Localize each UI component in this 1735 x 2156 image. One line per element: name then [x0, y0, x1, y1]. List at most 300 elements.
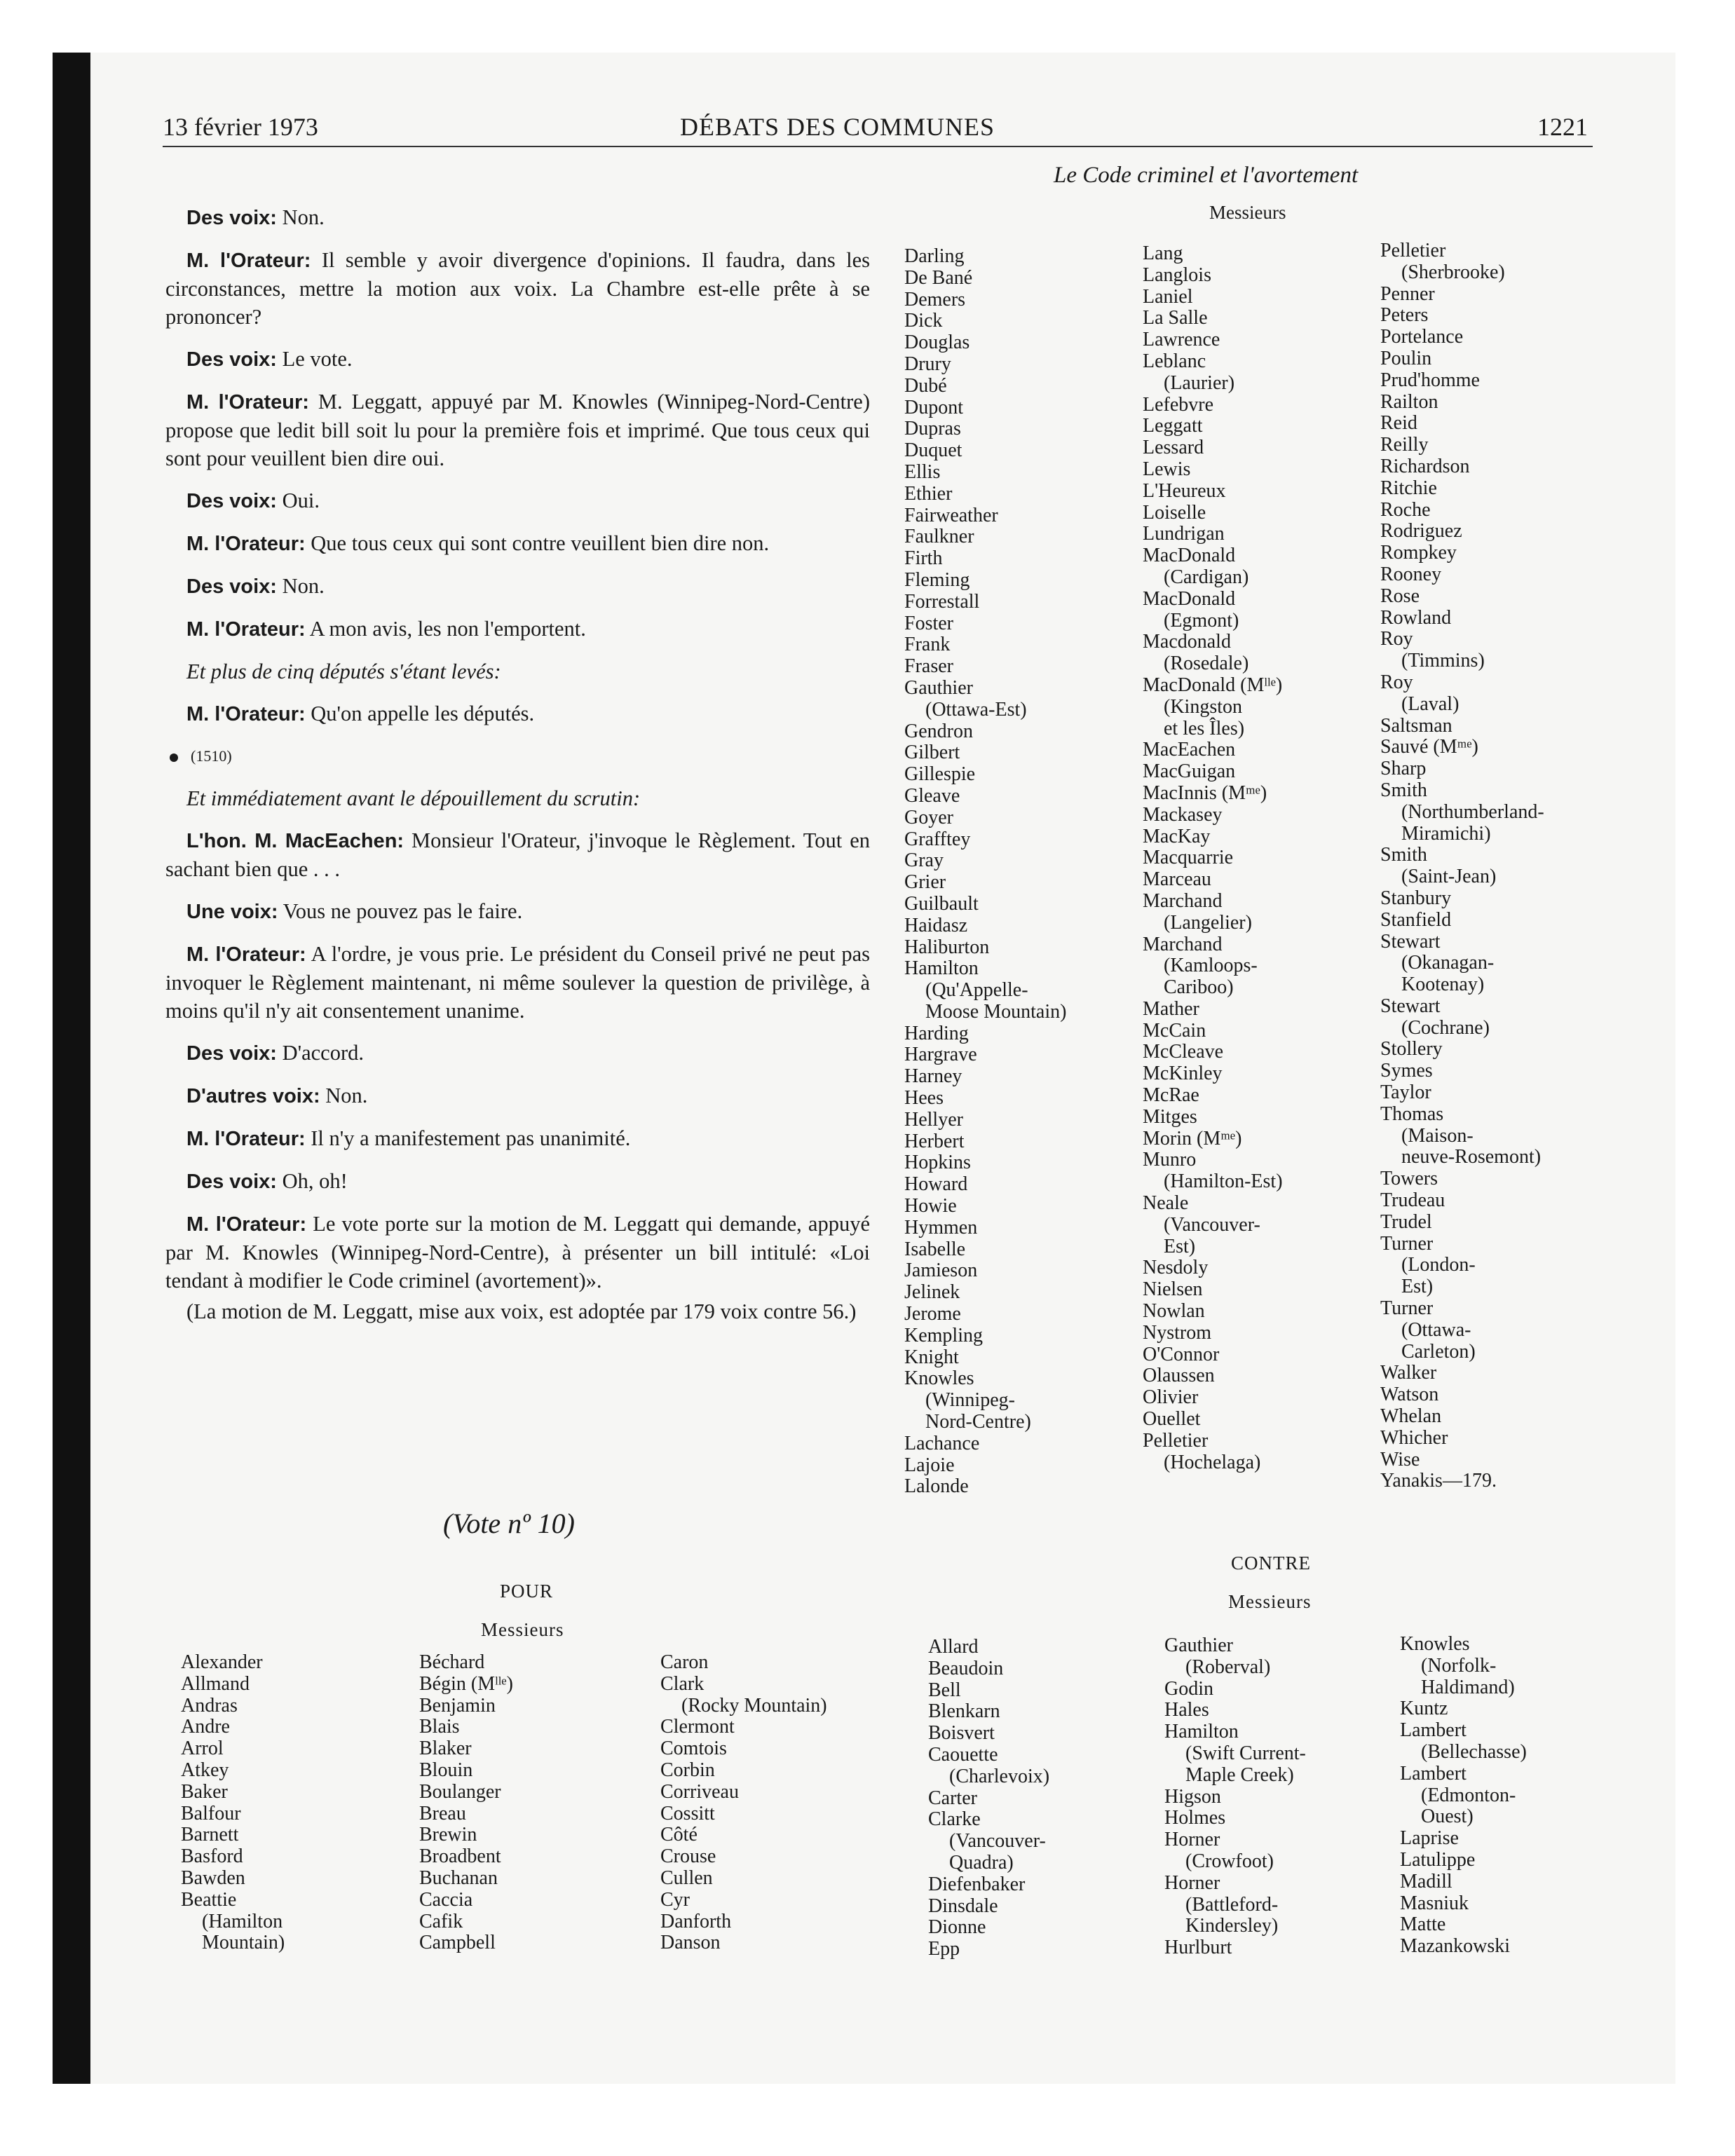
speech-text: Non.	[320, 1084, 368, 1107]
member-name: Turner	[1380, 1297, 1434, 1320]
member-riding: Cariboo)	[1164, 976, 1234, 999]
member-name: Cullen	[660, 1867, 713, 1889]
member-name: Herbert	[904, 1130, 965, 1152]
member-name: McCleave	[1143, 1041, 1224, 1063]
member-name: Atkey	[181, 1759, 229, 1781]
member-name: Jamieson	[904, 1260, 978, 1282]
member-name: Hees	[904, 1087, 944, 1110]
member-name: Watson	[1380, 1384, 1439, 1406]
member-name: Macquarrie	[1143, 847, 1234, 869]
member-name: Béchard	[419, 1651, 485, 1673]
member-name: Richardson	[1380, 455, 1470, 477]
member-name: McRae	[1143, 1084, 1199, 1107]
member-name: MacDonald (Mˡˡᵉ)	[1143, 674, 1283, 696]
speaker-label: L'hon. M. MacEachen:	[186, 830, 404, 852]
member-name: Campbell	[419, 1932, 496, 1954]
member-riding: Haldimand)	[1421, 1676, 1515, 1698]
member-name: Bawden	[181, 1867, 245, 1889]
member-name: Duquet	[904, 439, 962, 462]
member-name: Leggatt	[1143, 415, 1203, 437]
member-name: Hellyer	[904, 1108, 963, 1131]
member-riding: (Kamloops-	[1164, 955, 1258, 977]
debate-paragraph	[165, 529, 870, 558]
member-name: Matte	[1400, 1913, 1446, 1936]
member-name: Crouse	[660, 1845, 716, 1868]
member-riding: Moose Mountain)	[925, 1000, 1067, 1023]
member-name: Lang	[1143, 243, 1183, 264]
member-name: Marceau	[1143, 868, 1211, 891]
member-name: Baker	[181, 1780, 228, 1803]
member-riding: (Battleford-	[1185, 1893, 1279, 1916]
member-name: Boulanger	[419, 1780, 501, 1803]
member-name: Blais	[419, 1716, 460, 1738]
member-name: Holmes	[1164, 1807, 1226, 1829]
member-name: Kempling	[904, 1324, 983, 1346]
debate-paragraph	[165, 940, 870, 1025]
member-riding: (Winnipeg-	[925, 1389, 1015, 1412]
member-name: Kuntz	[1400, 1698, 1448, 1720]
member-name: Penner	[1380, 282, 1435, 305]
member-name: Taylor	[1380, 1082, 1431, 1104]
member-name: Isabelle	[904, 1238, 966, 1260]
speech-text: A mon avis, les non l'emportent.	[305, 617, 586, 641]
member-name: Thomas	[1380, 1103, 1444, 1125]
debate-paragraph	[165, 1167, 870, 1196]
member-riding: Kootenay)	[1401, 974, 1485, 996]
member-name: Sauvé (Mᵐᵉ)	[1380, 736, 1478, 758]
member-riding: (Ottawa-	[1401, 1318, 1471, 1341]
contre-names-col-1	[928, 1637, 1049, 1960]
speech-text: D'accord.	[276, 1041, 364, 1065]
debate-paragraph	[165, 826, 870, 883]
member-name: Hamilton	[1164, 1721, 1239, 1743]
member-riding: Ouest)	[1421, 1806, 1474, 1828]
member-name: Lessard	[1143, 437, 1204, 459]
member-riding: (Saint-Jean)	[1401, 866, 1497, 888]
member-name: Bell	[928, 1679, 961, 1701]
member-name: Brewin	[419, 1824, 477, 1846]
member-name: Nielsen	[1143, 1278, 1203, 1301]
member-name: Cossitt	[660, 1802, 715, 1824]
member-name: Pelletier	[1143, 1429, 1209, 1452]
member-name: Trudel	[1380, 1210, 1432, 1233]
topic-title: Le Code criminel et l'avortement	[1054, 163, 1359, 188]
member-name: Goyer	[904, 806, 953, 828]
member-name: Horner	[1164, 1871, 1220, 1894]
debate-paragraph	[165, 1082, 870, 1110]
member-name: Mackasey	[1143, 803, 1223, 826]
member-name: Ouellet	[1143, 1408, 1201, 1431]
header-title: DÉBATS DES COMMUNES	[680, 113, 995, 141]
member-name: Munro	[1143, 1149, 1197, 1171]
member-name: Yanakis—179.	[1380, 1470, 1497, 1492]
member-name: Lefebvre	[1143, 393, 1214, 416]
member-name: Cyr	[660, 1888, 690, 1911]
member-name: Roy	[1380, 671, 1413, 693]
member-name: Walker	[1380, 1362, 1437, 1384]
speaker-label: Une voix:	[186, 901, 278, 923]
member-name: Leblanc	[1143, 350, 1206, 372]
header-rule	[163, 146, 1593, 147]
member-name: Fairweather	[904, 504, 998, 526]
member-name: Lambert	[1400, 1762, 1467, 1785]
member-name: Mather	[1143, 997, 1199, 1020]
member-name: Corriveau	[660, 1780, 739, 1803]
member-name: Wise	[1380, 1448, 1420, 1471]
member-name: Roy	[1380, 628, 1413, 650]
member-name: Nowlan	[1143, 1300, 1205, 1323]
member-name: Whelan	[1380, 1405, 1442, 1428]
member-name: Lewis	[1143, 458, 1191, 480]
member-riding: (Roberval)	[1185, 1656, 1271, 1678]
member-name: Jerome	[904, 1303, 961, 1325]
member-name: L'Heureux	[1143, 479, 1226, 502]
member-name: MacInnis (Mᵐᵉ)	[1143, 782, 1267, 804]
member-name: Marchand	[1143, 889, 1223, 912]
member-riding: Maple Creek)	[1185, 1763, 1294, 1786]
member-name: Symes	[1380, 1060, 1433, 1082]
member-name: Rose	[1380, 585, 1420, 607]
debate-paragraph	[165, 345, 870, 374]
member-name: Drury	[904, 353, 951, 375]
member-name: Danson	[660, 1932, 721, 1954]
member-riding: (Charlevoix)	[949, 1765, 1050, 1787]
speech-text: A l'ordre, je vous prie. Le président du Conseil privé ne peut pas invoquer le Règlement maintenant, ni même soulever la question de privilège, à moins qu'il n'y ait consentement unanime.	[165, 942, 870, 1023]
member-name: Dubé	[904, 374, 947, 397]
speech-text: Vous ne pouvez pas le faire.	[278, 899, 523, 923]
member-name: Epp	[928, 1938, 960, 1960]
member-name: Lajoie	[904, 1454, 955, 1476]
member-name: Dupras	[904, 418, 961, 440]
member-name: MacDonald	[1143, 545, 1236, 567]
member-name: Prud'homme	[1380, 369, 1480, 391]
member-name: Harney	[904, 1065, 962, 1088]
member-riding: Miramichi)	[1401, 822, 1491, 845]
speaker-label: M. l'Orateur:	[186, 618, 306, 641]
member-name: Allard	[928, 1636, 979, 1658]
member-name: Nesdoly	[1143, 1257, 1209, 1279]
member-riding: (Ottawa-Est)	[925, 698, 1027, 721]
member-name: Masniuk	[1400, 1892, 1469, 1914]
speech-text: Le vote porte sur la motion de M. Leggatt qui demande, appuyé par M. Knowles (Winnipeg-Nord-Centre), à présenter un bill intitulé: «Loi tendant à modifier le Code criminel (avortement)».	[165, 1212, 870, 1292]
speech-text: Que tous ceux qui sont contre veuillent bien dire non.	[305, 531, 770, 555]
member-name: Grafftey	[904, 828, 971, 850]
speaker-label: D'autres voix:	[186, 1085, 320, 1107]
contre-names-col-2	[1164, 1635, 1306, 1959]
member-name: Fraser	[904, 655, 953, 678]
member-name: Stollery	[1380, 1038, 1443, 1060]
member-name: Comtois	[660, 1738, 727, 1760]
speaker-label: M. l'Orateur:	[186, 943, 306, 966]
vote-title: (Vote nº 10)	[443, 1508, 575, 1539]
contre-names-col-3	[1400, 1634, 1527, 1958]
member-name: MacDonald	[1143, 587, 1236, 610]
member-riding: (Rosedale)	[1164, 653, 1249, 675]
member-name: Gleave	[904, 784, 960, 807]
member-riding: (Laval)	[1401, 692, 1460, 715]
debate-paragraph	[165, 246, 870, 331]
member-name: Lawrence	[1143, 329, 1220, 351]
member-name: Ritchie	[1380, 477, 1437, 499]
member-name: Gendron	[904, 720, 973, 742]
member-name: Morin (Mᵐᵉ)	[1143, 1127, 1242, 1149]
speaker-label: Des voix:	[186, 575, 277, 598]
member-name: Dinsdale	[928, 1895, 998, 1917]
pour-heading: POUR	[500, 1581, 554, 1602]
member-riding: Est)	[1401, 1276, 1434, 1298]
member-name: De Bané	[904, 266, 973, 289]
member-name: Blenkarn	[928, 1700, 1000, 1723]
member-name: MacKay	[1143, 825, 1211, 847]
member-riding: (Sherbrooke)	[1401, 261, 1505, 283]
member-name: Latulippe	[1400, 1848, 1476, 1871]
member-name: Grier	[904, 871, 946, 894]
debate-transcript	[165, 203, 870, 1339]
member-name: Laniel	[1143, 285, 1193, 308]
member-name: Faulkner	[904, 526, 974, 548]
member-name: Macdonald	[1143, 631, 1231, 653]
debate-paragraph	[165, 388, 870, 472]
debate-paragraph	[165, 700, 870, 728]
member-name: Gilbert	[904, 742, 960, 764]
member-name: Ellis	[904, 460, 941, 483]
member-name: Stanfield	[1380, 908, 1452, 931]
pour-names-col-3	[660, 1652, 827, 1954]
member-riding: (Vancouver-	[949, 1830, 1046, 1853]
member-name: Caouette	[928, 1743, 998, 1766]
member-riding: Quadra)	[949, 1851, 1014, 1874]
member-name: Foster	[904, 612, 953, 634]
speech-text: Monsieur l'Orateur, j'invoque le Règlement. Tout en sachant bien que . . .	[165, 828, 870, 881]
bullet-icon	[170, 753, 178, 762]
member-name: Haliburton	[904, 936, 990, 958]
member-name: Saltsman	[1380, 714, 1452, 737]
member-name: Madill	[1400, 1870, 1452, 1892]
member-name: Demers	[904, 288, 966, 311]
member-riding: Mountain)	[202, 1932, 285, 1954]
member-name: Blaker	[419, 1738, 472, 1760]
member-name: Benjamin	[419, 1694, 496, 1717]
member-name: Clermont	[660, 1716, 735, 1738]
speech-text: Il n'y a manifestement pas unanimité.	[305, 1126, 631, 1150]
member-name: Stewart	[1380, 995, 1441, 1017]
member-riding: neuve-Rosemont)	[1401, 1146, 1542, 1168]
speech-text: Qu'on appelle les députés.	[305, 702, 535, 725]
member-name: Clarke	[928, 1808, 981, 1831]
member-riding: Est)	[1164, 1235, 1196, 1257]
speech-text: Oh, oh!	[276, 1169, 348, 1193]
debate-paragraph	[165, 897, 870, 926]
member-name: Beaudoin	[928, 1657, 1004, 1679]
member-name: Clark	[660, 1672, 705, 1695]
member-riding: (Qu'Appelle-	[925, 979, 1028, 1002]
member-name: Basford	[181, 1845, 243, 1868]
member-name: Poulin	[1380, 347, 1432, 369]
member-name: Frank	[904, 634, 951, 656]
speaker-label: Des voix:	[186, 207, 277, 229]
debate-paragraph	[165, 1039, 870, 1067]
speaker-label: M. l'Orateur:	[186, 250, 311, 272]
member-riding: (Hochelaga)	[1164, 1451, 1261, 1473]
member-riding: (Kingston	[1164, 695, 1242, 718]
member-name: Smith	[1380, 844, 1427, 866]
member-riding: (Cochrane)	[1401, 1016, 1490, 1039]
member-name: Olaussen	[1143, 1365, 1215, 1387]
member-name: Godin	[1164, 1677, 1213, 1700]
member-name: Dick	[904, 310, 943, 332]
scan-left-edge	[53, 53, 90, 2084]
member-name: Loiselle	[1143, 501, 1206, 524]
member-name: Towers	[1380, 1168, 1438, 1190]
member-name: Fleming	[904, 568, 970, 591]
member-riding: (Norfolk-	[1421, 1654, 1497, 1677]
member-name: Roche	[1380, 498, 1431, 521]
time-marker	[165, 742, 870, 770]
pour-names-col-6	[1380, 240, 1544, 1492]
speech-text: Oui.	[276, 489, 320, 512]
member-name: Firth	[904, 547, 943, 570]
speech-text: Non.	[276, 574, 325, 598]
member-name: Rodriguez	[1380, 520, 1462, 543]
member-name: Lachance	[904, 1432, 980, 1454]
member-name: Guilbault	[904, 892, 979, 915]
member-name: Olivier	[1143, 1386, 1199, 1409]
member-riding: (Swift Current-	[1185, 1742, 1306, 1764]
member-name: Douglas	[904, 332, 970, 354]
member-name: Gillespie	[904, 763, 976, 786]
member-name: Rowland	[1380, 606, 1452, 629]
member-name: MacGuigan	[1143, 760, 1236, 783]
header-date: 13 février 1973	[163, 113, 318, 141]
member-name: Peters	[1380, 304, 1429, 327]
member-name: Forrestall	[904, 590, 980, 613]
member-name: Darling	[904, 245, 965, 267]
member-name: Knowles	[1400, 1633, 1470, 1655]
speech-text: Non.	[276, 205, 325, 229]
speaker-label: Des voix:	[186, 348, 277, 371]
member-riding: (London-	[1401, 1254, 1476, 1276]
pour-names-col-1	[181, 1652, 285, 1954]
pour-names-col-2	[419, 1652, 513, 1954]
member-name: Haidasz	[904, 914, 968, 936]
member-name: Lundrigan	[1143, 523, 1225, 545]
member-name: Alexander	[181, 1651, 263, 1673]
member-name: Hymmen	[904, 1216, 978, 1239]
member-name: Hurlburt	[1164, 1937, 1232, 1959]
member-name: Rompkey	[1380, 542, 1457, 564]
speaker-label: M. l'Orateur:	[186, 1213, 307, 1236]
pour-names-col-5	[1143, 243, 1283, 1473]
speaker-label: Des voix:	[186, 1042, 277, 1065]
member-name: Gray	[904, 850, 944, 872]
member-name: Beattie	[181, 1888, 237, 1911]
member-riding: Kindersley)	[1185, 1915, 1279, 1937]
member-name: Howie	[904, 1195, 957, 1217]
member-name: Sharp	[1380, 758, 1427, 780]
member-riding: (Hamilton	[202, 1910, 283, 1932]
member-riding: (Crowfoot)	[1185, 1850, 1274, 1872]
member-name: Buchanan	[419, 1867, 498, 1889]
header-page-number: 1221	[1537, 113, 1588, 141]
time-marker-text: (1510)	[191, 747, 232, 765]
member-name: Reid	[1380, 412, 1417, 435]
member-name: Laprise	[1400, 1827, 1459, 1850]
member-name: McCain	[1143, 1019, 1206, 1042]
member-name: Gauthier	[904, 676, 973, 699]
member-name: Andre	[181, 1716, 230, 1738]
vote-result: (La motion de M. Leggatt, mise aux voix, est adoptée par 179 voix contre 56.)	[186, 1299, 857, 1323]
member-name: Trudeau	[1380, 1189, 1445, 1212]
member-riding: (Edmonton-	[1421, 1784, 1516, 1806]
debate-paragraph	[165, 615, 870, 643]
member-name: Rooney	[1380, 563, 1442, 585]
member-name: Allmand	[181, 1672, 250, 1695]
member-riding: (Okanagan-	[1401, 952, 1495, 974]
member-name: Pelletier	[1380, 240, 1446, 261]
member-riding: et les Îles)	[1164, 717, 1245, 739]
member-name: Stanbury	[1380, 887, 1452, 909]
debate-paragraph	[165, 1210, 870, 1295]
member-name: Balfour	[181, 1802, 241, 1824]
member-name: Mitges	[1143, 1105, 1197, 1128]
member-name: Danforth	[660, 1910, 732, 1932]
member-name: Arrol	[181, 1738, 224, 1760]
speech-text: Le vote.	[276, 347, 353, 371]
speaker-label: M. l'Orateur:	[186, 533, 306, 555]
member-name: McKinley	[1143, 1063, 1223, 1085]
member-name: Turner	[1380, 1232, 1434, 1255]
member-name: Dionne	[928, 1916, 986, 1939]
member-riding: (Hamilton-Est)	[1164, 1171, 1283, 1193]
debate-paragraph	[165, 572, 870, 601]
member-name: Barnett	[181, 1824, 239, 1846]
member-name: Cafik	[419, 1910, 463, 1932]
speech-text: Il semble y avoir divergence d'opinions. Il faudra, dans les circonstances, mettre la motion aux voix. La Chambre est-elle prête à se prononcer?	[165, 248, 870, 329]
member-name: Jelinek	[904, 1281, 960, 1304]
member-name: Gauthier	[1164, 1635, 1233, 1656]
topic-messieurs: Messieurs	[1209, 202, 1286, 223]
speaker-label: M. l'Orateur:	[186, 391, 309, 414]
member-riding: (Northumberland-	[1401, 800, 1544, 823]
member-name: Corbin	[660, 1759, 715, 1781]
member-name: Lalonde	[904, 1475, 969, 1498]
member-name: Nystrom	[1143, 1321, 1211, 1344]
member-riding: (Egmont)	[1164, 609, 1239, 632]
contre-messieurs: Messieurs	[1228, 1591, 1312, 1612]
member-name: MacEachen	[1143, 739, 1236, 761]
speaker-label: Des voix:	[186, 490, 277, 512]
member-riding: (Maison-	[1401, 1124, 1474, 1147]
member-name: Blouin	[419, 1759, 473, 1781]
member-riding: (Vancouver-	[1164, 1213, 1260, 1236]
member-name: Harding	[904, 1022, 969, 1044]
member-riding: (Cardigan)	[1164, 566, 1249, 588]
member-name: Côté	[660, 1824, 698, 1846]
debate-paragraph	[165, 486, 870, 515]
member-name: Smith	[1380, 779, 1427, 801]
member-name: O'Connor	[1143, 1343, 1220, 1365]
speaker-label: Des voix:	[186, 1171, 277, 1193]
member-name: Caccia	[419, 1888, 473, 1911]
member-name: Hopkins	[904, 1152, 971, 1174]
member-name: Reilly	[1380, 434, 1429, 456]
member-name: Boisvert	[928, 1722, 995, 1745]
member-name: Lambert	[1400, 1719, 1467, 1742]
member-riding: (Bellechasse)	[1421, 1740, 1527, 1763]
member-name: Langlois	[1143, 264, 1211, 286]
member-name: Stewart	[1380, 930, 1441, 953]
member-name: Knight	[904, 1346, 959, 1368]
